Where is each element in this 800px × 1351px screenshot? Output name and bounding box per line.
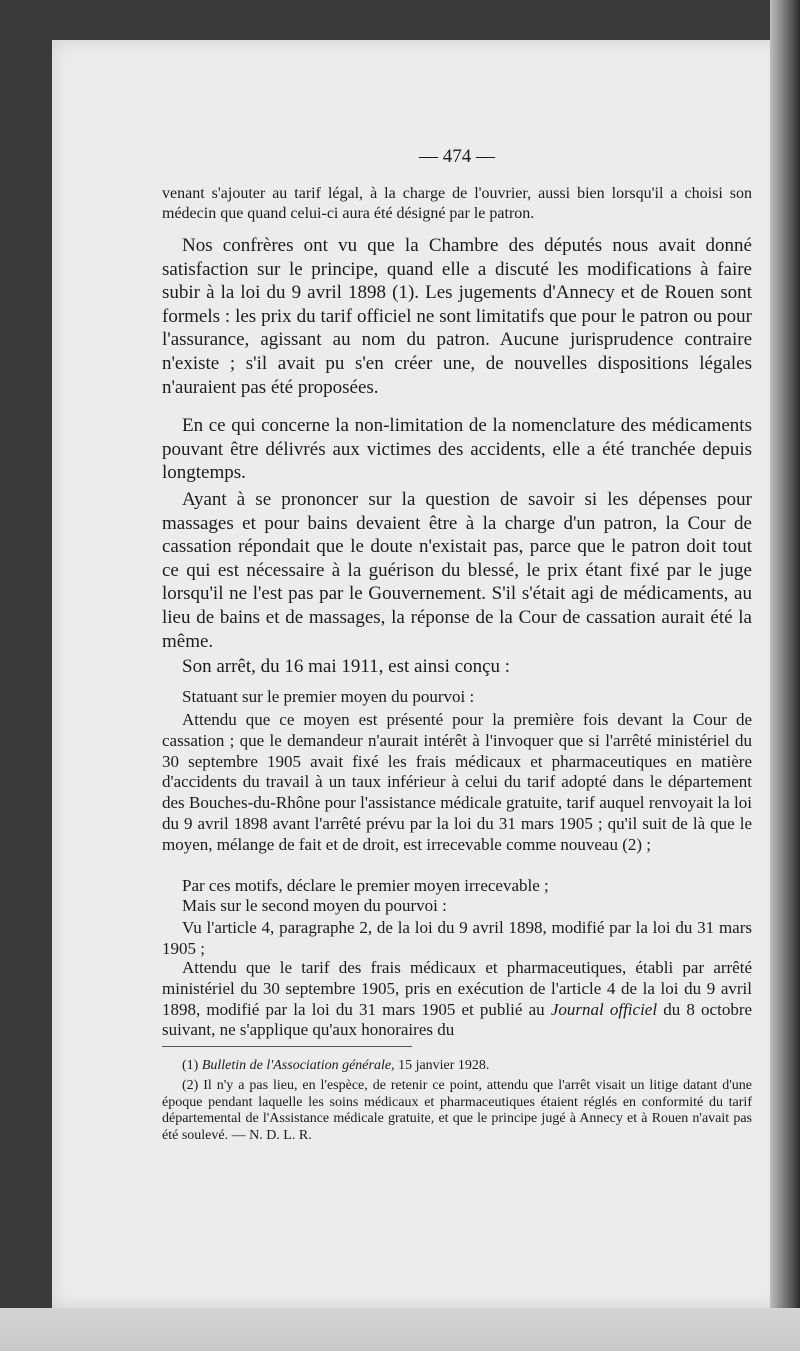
paragraph-nomenclature: En ce qui concerne la non-limitation de la nomenclature des médicaments pouvant être délivrés aux victimes des accidents, elle a été tranchée depuis longtemps. (162, 415, 752, 484)
paragraph-confreres: Nos confrères ont vu que la Chambre des députés nous avait donné satisfaction sur le principe, quand elle a discuté les modifications à faire subir à la loi du 9 avril 1898 (1). Les jugements d'Annecy et de Rouen sont formels : les prix du tarif officiel ne sont limitatifs que pour le patron ou pour l'assurance, agissant au nom du patron. Aucune jurisprudence contraire n'existe ; s'il avait pu s'en créer une, de nouvelles dispositions légales n'auraient pas été proposées. (162, 235, 752, 398)
quote-attendu-2-end: du 8 octobre suivant, ne s'applique qu'aux honoraires du (162, 999, 753, 1040)
paragraph-cour-de-cassation: Ayant à se prononcer sur la question de savoir si les dépenses pour massages et pour bains devaient être à la charge d'un patron, la Cour de cassation répondait que le doute n'existait pas, parce que le patron doit tout ce qui est nécessaire à la guérison du blessé, le prix étant fixé par le juge lorsqu'il ne l'est pas par le Gouvernement. S'il s'était agi de médicaments, au lieu de bains et de massages, la réponse de la Cour de cassation aurait été la même. (162, 489, 752, 652)
page-number: — 474 — (419, 146, 495, 167)
footnote-2: (2) Il n'y a pas lieu, en l'espèce, de retenir ce point, attendu que l'arrêt visait un litige datant d'une époque pendant laquelle les soins médicaux et pharmaceutiques étaient réglés en conformité du tarif départemental de l'Assistance médicale gratuite, et que le principe jugé à Annecy et à Rouen n'avait pas été soulevé. — N. D. L. R. (162, 1078, 752, 1143)
footnote-1 (162, 1058, 752, 1075)
journal-officiel-title: Journal officiel (550, 999, 658, 1019)
footnote-1-source: Bulletin de l'Association générale, (201, 1058, 395, 1073)
quote-vu-article: Vu l'article 4, paragraphe 2, de la loi du 9 avril 1898, modifié par la loi du 31 mars 1905 ; (162, 918, 752, 958)
quote-attendu-2 (162, 958, 752, 1041)
quote-second-moyen: Mais sur le second moyen du pourvoi : (182, 896, 447, 915)
paragraph-continuation: venant s'ajouter au tarif légal, à la charge de l'ouvrier, aussi bien lorsqu'il a choisi son médecin que quand celui-ci aura été désigné par le patron. (162, 185, 752, 223)
quote-premier-moyen: Statuant sur le premier moyen du pourvoi : (182, 687, 475, 706)
quote-par-ces-motifs: Par ces motifs, déclare le premier moyen irrecevable ; (182, 876, 549, 895)
page-bottom-edge (0, 1308, 800, 1351)
footnote-1-date: 15 janvier 1928. (398, 1058, 490, 1073)
paragraph-arret-intro: Son arrêt, du 16 mai 1911, est ainsi conçu : (182, 656, 511, 677)
footnote-separator (162, 1046, 412, 1047)
quote-attendu-2-start: Attendu que le tarif des frais médicaux et pharmaceutiques, établi par arrêté ministériel du 30 septembre 1905, pris en exécution de l'article 4 de la loi du 9 avril 1898, modifié par la loi du 31 mars 1905 et publié au (162, 958, 752, 1019)
book-spine-shadow (770, 0, 800, 1351)
footnote-1-number: (1) (182, 1058, 199, 1073)
quote-attendu-1: Attendu que ce moyen est présenté pour la première fois devant la Cour de cassation ; que le demandeur n'aurait intérêt à l'invoquer que si l'arrêté ministériel du 30 septembre 1905 avait fixé les frais médicaux et pharmaceutiques en matière d'accidents du travail à un taux inférieur à celui du tarif adopté dans le département des Bouches-du-Rhône pour l'assistance médicale gratuite, tarif auquel renvoyait la loi du 9 avril 1898 avant l'arrêté prévu par la loi du 31 mars 1905 ; qu'il suit de là que le moyen, mélange de fait et de droit, est irrecevable comme nouveau (2) ; (162, 710, 752, 854)
